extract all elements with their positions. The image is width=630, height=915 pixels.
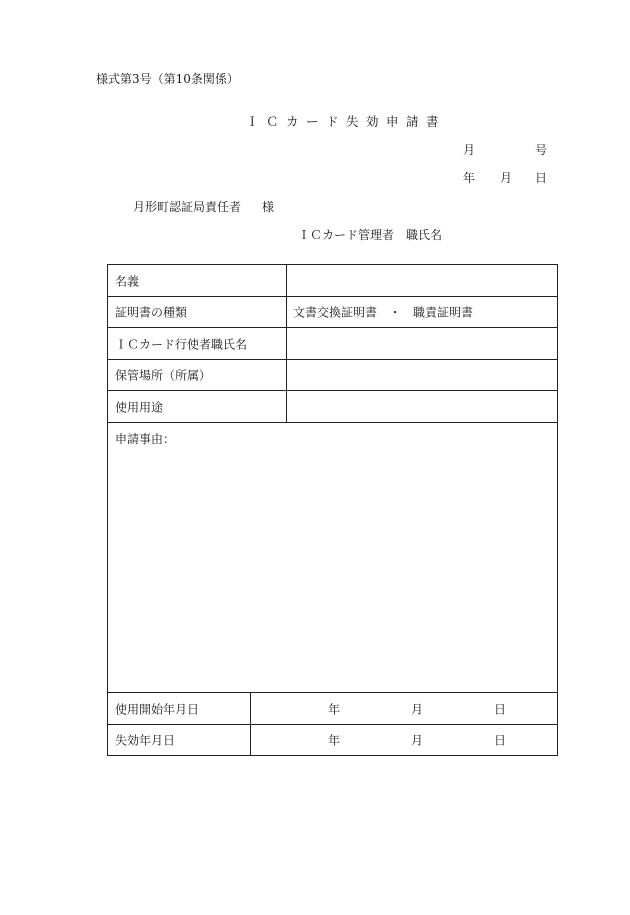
form-number: 様式第3号（第10条関係） bbox=[96, 72, 239, 86]
document-title: ＩＣカード失効申請書 bbox=[246, 114, 447, 129]
column-divider bbox=[286, 328, 287, 359]
expiry-date-day[interactable]: 日 bbox=[494, 733, 507, 748]
row-label-certificate-type: 証明書の種類 bbox=[115, 305, 188, 320]
row-label-usage-purpose: 使用用途 bbox=[115, 400, 164, 414]
row-label-storage-location: 保管場所（所属） bbox=[115, 368, 212, 383]
certificate-type-options[interactable]: 文書交換証明書 ・ 職責証明書 bbox=[293, 305, 474, 320]
column-divider bbox=[286, 297, 287, 327]
reason-label: 申請事由： bbox=[115, 432, 176, 446]
column-divider bbox=[286, 391, 287, 422]
addressee-name: 月形町認証局責任者 bbox=[133, 200, 242, 214]
table-row-expiry-date bbox=[108, 725, 557, 755]
table-row-storage-location bbox=[108, 360, 557, 391]
table-row-name bbox=[108, 265, 557, 297]
expiry-date-label: 失効年月日 bbox=[115, 733, 176, 748]
applicant-label: ＩＣカード管理者 職氏名 bbox=[298, 228, 443, 242]
date-month-label: 月 bbox=[500, 171, 513, 185]
table-row-card-user bbox=[108, 328, 557, 360]
column-divider bbox=[250, 693, 251, 724]
table-row-certificate-type bbox=[108, 297, 557, 328]
reference-number-label: 号 bbox=[535, 143, 548, 157]
column-divider bbox=[250, 725, 251, 755]
start-date-day[interactable]: 日 bbox=[494, 702, 507, 716]
table-row-start-date bbox=[108, 693, 557, 725]
expiry-date-year[interactable]: 年 bbox=[328, 733, 341, 748]
expiry-date-month[interactable]: 月 bbox=[411, 733, 424, 748]
date-day-label: 日 bbox=[535, 171, 548, 185]
table-row-usage-purpose bbox=[108, 391, 557, 423]
start-date-year[interactable]: 年 bbox=[328, 702, 341, 716]
date-year-label: 年 bbox=[463, 171, 476, 185]
start-date-month[interactable]: 月 bbox=[411, 702, 424, 716]
column-divider bbox=[286, 265, 287, 296]
addressee-honorific: 様 bbox=[262, 200, 275, 214]
row-label-name: 名義 bbox=[115, 274, 140, 288]
application-table bbox=[107, 264, 558, 756]
row-label-card-user: ＩＣカード行使者職氏名 bbox=[115, 337, 248, 351]
start-date-label: 使用開始年月日 bbox=[115, 702, 200, 716]
column-divider bbox=[286, 360, 287, 390]
reference-month-label: 月 bbox=[463, 143, 476, 157]
table-row-reason[interactable] bbox=[108, 423, 557, 693]
